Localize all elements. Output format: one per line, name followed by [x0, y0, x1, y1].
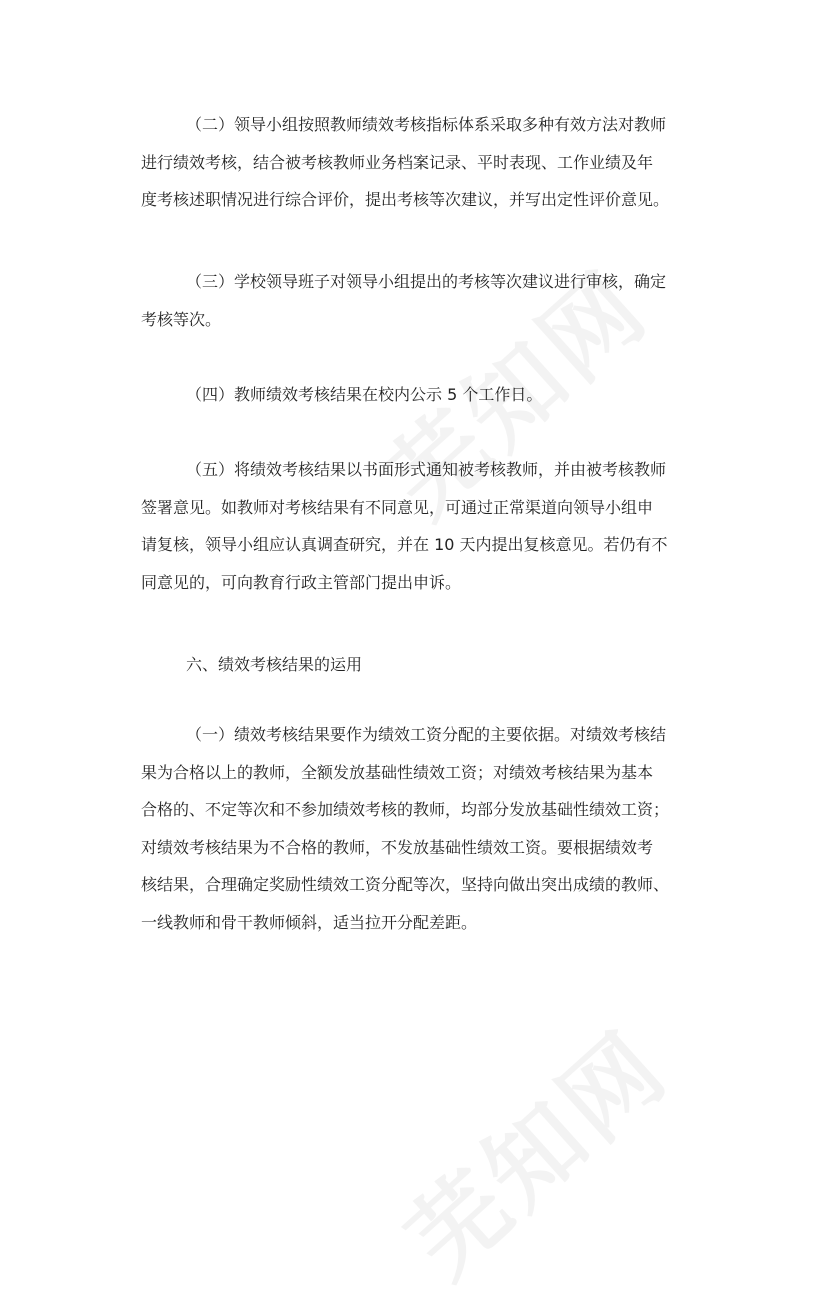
- paragraph-line: 同意见的，可向教育行政主管部门提出申诉。: [141, 572, 462, 592]
- paragraph-line: 对绩效考核结果为不合格的教师，不发放基础性绩效工资。要根据绩效考: [141, 837, 654, 857]
- paragraph-4: [141, 376, 701, 414]
- watermark: [373, 995, 692, 1302]
- paragraph-2: [141, 106, 701, 219]
- paragraph-line: 一线教师和骨干教师倾斜，适当拉开分配差距。: [141, 912, 478, 932]
- paragraph-line: （二）领导小组按照教师绩效考核指标体系采取多种有效方法对教师: [186, 115, 667, 134]
- paragraph-line: （五）将绩效考核结果以书面形式通知被考核教师，并由被考核教师: [186, 460, 667, 479]
- paragraph-line: 核结果，合理确定奖励性绩效工资分配等次，坚持向做出突出成绩的教师、: [141, 875, 670, 895]
- section-heading: 六、绩效考核结果的运用: [186, 655, 363, 674]
- paragraph-line: 果为合格以上的教师，全额发放基础性绩效工资；对绩效考核结果为基本: [141, 762, 654, 782]
- paragraph-line: （一）绩效考核结果要作为绩效工资分配的主要依据。对绩效考核结: [186, 725, 667, 744]
- paragraph-line: （三）学校领导班子对领导小组提出的考核等次建议进行审核，确定: [186, 272, 667, 291]
- paragraph-line: 考核等次。: [141, 309, 222, 329]
- paragraph-line: 合格的、不定等次和不参加绩效考核的教师，均部分发放基础性绩效工资；: [141, 800, 670, 820]
- paragraph-line: （四）教师绩效考核结果在校内公示 5 个工作日。: [186, 385, 543, 404]
- paragraph-line: 度考核述职情况进行综合评价，提出考核等次建议，并写出定性评价意见。: [141, 190, 670, 210]
- paragraph-6-1: [141, 716, 701, 942]
- paragraph-line: 请复核，领导小组应认真调查研究，并在 10 天内提出复核意见。若仍有不: [141, 535, 668, 555]
- paragraph-line: 签署意见。如教师对考核结果有不同意见，可通过正常渠道向领导小组申: [141, 497, 654, 517]
- paragraph-line: 进行绩效考核，结合被考核教师业务档案记录、平时表现、工作业绩及年: [141, 152, 654, 172]
- paragraph-3: [141, 263, 701, 338]
- paragraph-5: [141, 451, 701, 601]
